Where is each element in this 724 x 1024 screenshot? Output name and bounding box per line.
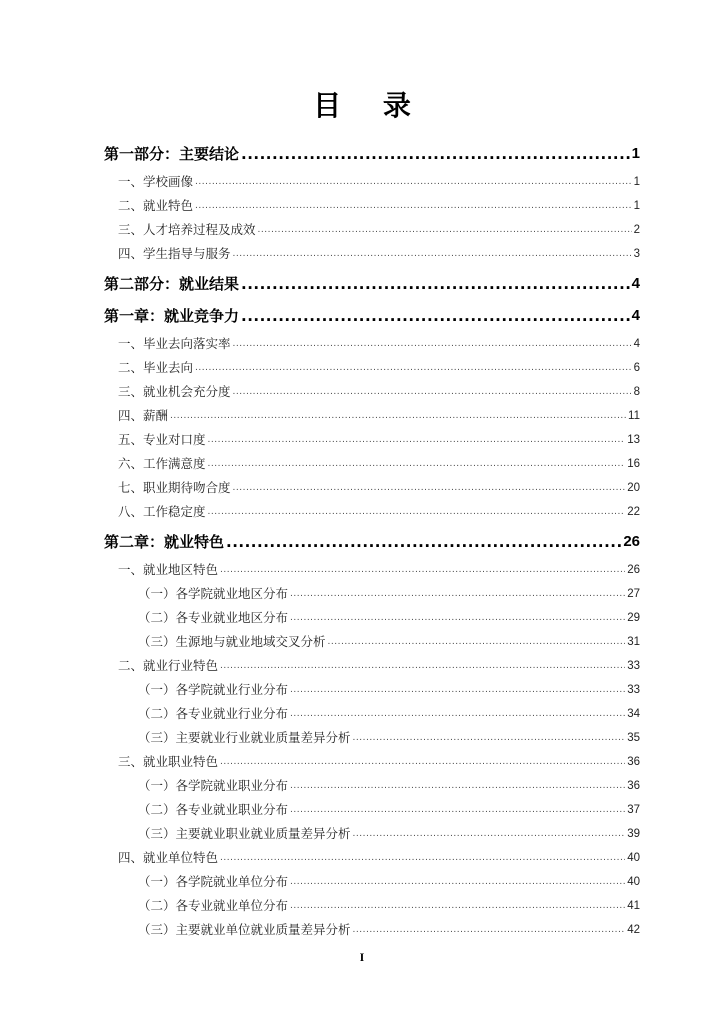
toc-dot-leader	[195, 194, 632, 218]
table-of-contents	[104, 136, 640, 942]
toc-entry-title: （二）各专业就业单位分布	[138, 898, 289, 913]
toc-dot-leader	[290, 774, 625, 798]
toc-entry[interactable]	[104, 194, 640, 218]
toc-entry-page: 4	[631, 275, 640, 292]
toc-entry-title: 四、薪酬	[118, 408, 169, 423]
toc-entry-title: （一）各学院就业职业分布	[138, 778, 289, 793]
toc-dot-leader	[220, 846, 625, 870]
toc-dot-leader	[220, 750, 625, 774]
toc-dot-leader	[290, 798, 625, 822]
toc-entry[interactable]	[104, 630, 640, 654]
toc-entry-title: （三）主要就业行业就业质量差异分析	[138, 730, 351, 745]
toc-entry-title: 第一部分：主要结论	[104, 145, 240, 163]
toc-dot-leader	[233, 380, 632, 404]
toc-entry-page: 1	[631, 145, 640, 162]
page-number: I	[359, 950, 365, 964]
toc-entry-title: （三）主要就业单位就业质量差异分析	[138, 922, 351, 937]
toc-entry-page: 20	[627, 482, 640, 494]
toc-entry[interactable]	[104, 822, 640, 846]
toc-dot-leader	[195, 170, 632, 194]
toc-entry-page: 40	[627, 876, 640, 888]
toc-entry[interactable]	[104, 750, 640, 774]
toc-entry[interactable]	[104, 870, 640, 894]
toc-dot-leader	[258, 218, 632, 242]
toc-entry-page: 34	[627, 708, 640, 720]
toc-dot-leader	[208, 500, 626, 524]
toc-dot-leader	[195, 356, 632, 380]
toc-dot-leader	[290, 678, 625, 702]
toc-dot-leader	[290, 582, 625, 606]
toc-entry-title: 二、就业特色	[118, 198, 194, 213]
toc-entry[interactable]	[104, 894, 640, 918]
toc-entry-page: 41	[627, 900, 640, 912]
toc-entry-page: 6	[633, 362, 640, 374]
toc-entry-page: 35	[627, 732, 640, 744]
toc-entry-page: 13	[627, 434, 640, 446]
toc-dot-leader	[353, 918, 626, 942]
toc-dot-leader	[233, 476, 626, 500]
toc-entry[interactable]	[104, 380, 640, 404]
toc-entry[interactable]	[104, 332, 640, 356]
toc-entry-title: （一）各学院就业地区分布	[138, 586, 289, 601]
toc-entry-title: 三、就业机会充分度	[118, 384, 231, 399]
toc-entry[interactable]	[104, 678, 640, 702]
toc-entry-page: 33	[627, 684, 640, 696]
toc-entry-title: 二、就业行业特色	[118, 658, 219, 673]
toc-entry[interactable]	[104, 528, 640, 556]
toc-entry[interactable]	[104, 140, 640, 168]
toc-entry[interactable]	[104, 302, 640, 330]
toc-dot-leader	[241, 140, 630, 168]
toc-entry-page: 26	[623, 533, 640, 550]
toc-entry[interactable]	[104, 476, 640, 500]
toc-entry-page: 8	[633, 386, 640, 398]
toc-dot-leader	[353, 726, 626, 750]
toc-entry-page: 37	[627, 804, 640, 816]
toc-dot-leader	[208, 428, 626, 452]
toc-entry-title: （一）各学院就业单位分布	[138, 874, 289, 889]
toc-entry[interactable]	[104, 654, 640, 678]
toc-entry-title: 第二部分：就业结果	[104, 275, 240, 293]
toc-entry[interactable]	[104, 582, 640, 606]
toc-entry[interactable]	[104, 170, 640, 194]
toc-dot-leader	[233, 242, 632, 266]
toc-entry-title: 五、专业对口度	[118, 432, 206, 447]
toc-entry-title: 六、工作满意度	[118, 456, 206, 471]
toc-entry-title: （三）生源地与就业地域交叉分析	[138, 634, 326, 649]
toc-entry[interactable]	[104, 404, 640, 428]
toc-entry-title: 八、工作稳定度	[118, 504, 206, 519]
toc-entry-page: 1	[633, 200, 640, 212]
toc-entry-page: 26	[627, 564, 640, 576]
toc-entry-page: 36	[627, 780, 640, 792]
toc-dot-leader	[290, 606, 625, 630]
toc-entry-page: 2	[633, 224, 640, 236]
toc-entry-page: 29	[627, 612, 640, 624]
toc-entry-title: 第二章：就业特色	[104, 533, 225, 551]
toc-entry-title: 七、职业期待吻合度	[118, 480, 231, 495]
toc-entry[interactable]	[104, 452, 640, 476]
toc-entry[interactable]	[104, 270, 640, 298]
toc-entry-page: 27	[627, 588, 640, 600]
toc-entry[interactable]	[104, 428, 640, 452]
toc-entry-page: 40	[627, 852, 640, 864]
toc-entry[interactable]	[104, 774, 640, 798]
toc-dot-leader	[170, 404, 626, 428]
toc-entry[interactable]	[104, 356, 640, 380]
toc-entry-page: 42	[627, 924, 640, 936]
toc-entry-page: 16	[627, 458, 640, 470]
toc-entry-title: （二）各专业就业职业分布	[138, 802, 289, 817]
toc-entry-title: 三、就业职业特色	[118, 754, 219, 769]
toc-entry-page: 3	[633, 248, 640, 260]
toc-entry-title: 三、人才培养过程及成效	[118, 222, 256, 237]
toc-entry-title: 一、就业地区特色	[118, 562, 219, 577]
toc-dot-leader	[233, 332, 632, 356]
toc-entry[interactable]	[104, 726, 640, 750]
toc-entry-title: 二、毕业去向	[118, 360, 194, 375]
toc-entry-page: 36	[627, 756, 640, 768]
toc-entry[interactable]	[104, 558, 640, 582]
toc-entry-page: 1	[633, 176, 640, 188]
toc-dot-leader	[290, 894, 625, 918]
page-title: 目 录	[313, 89, 427, 122]
toc-entry-title: （二）各专业就业行业分布	[138, 706, 289, 721]
toc-entry-title: 四、就业单位特色	[118, 850, 219, 865]
toc-dot-leader	[220, 558, 625, 582]
toc-dot-leader	[290, 870, 625, 894]
toc-dot-leader	[290, 702, 625, 726]
toc-entry-page: 31	[627, 636, 640, 648]
toc-entry-title: 四、学生指导与服务	[118, 246, 231, 261]
toc-dot-leader	[208, 452, 626, 476]
toc-entry[interactable]	[104, 846, 640, 870]
toc-entry[interactable]	[104, 500, 640, 524]
toc-entry[interactable]	[104, 218, 640, 242]
toc-entry-title: 第一章：就业竞争力	[104, 307, 240, 325]
toc-dot-leader	[241, 270, 630, 298]
toc-entry-title: （三）主要就业职业就业质量差异分析	[138, 826, 351, 841]
toc-entry-title: （一）各学院就业行业分布	[138, 682, 289, 697]
toc-entry[interactable]	[104, 242, 640, 266]
toc-dot-leader	[241, 302, 630, 330]
toc-entry-page: 33	[627, 660, 640, 672]
toc-entry-page: 22	[627, 506, 640, 518]
toc-entry-title: （二）各专业就业地区分布	[138, 610, 289, 625]
toc-entry-title: 一、毕业去向落实率	[118, 336, 231, 351]
toc-entry-page: 4	[631, 307, 640, 324]
toc-dot-leader	[353, 822, 626, 846]
toc-entry[interactable]	[104, 918, 640, 942]
toc-entry-page: 11	[628, 410, 640, 422]
toc-dot-leader	[220, 654, 625, 678]
toc-dot-leader	[328, 630, 626, 654]
toc-entry[interactable]	[104, 798, 640, 822]
toc-entry[interactable]	[104, 606, 640, 630]
toc-dot-leader	[226, 528, 621, 556]
toc-entry-page: 39	[627, 828, 640, 840]
toc-entry[interactable]	[104, 702, 640, 726]
toc-entry-title: 一、学校画像	[118, 174, 194, 189]
toc-entry-page: 4	[633, 338, 640, 350]
